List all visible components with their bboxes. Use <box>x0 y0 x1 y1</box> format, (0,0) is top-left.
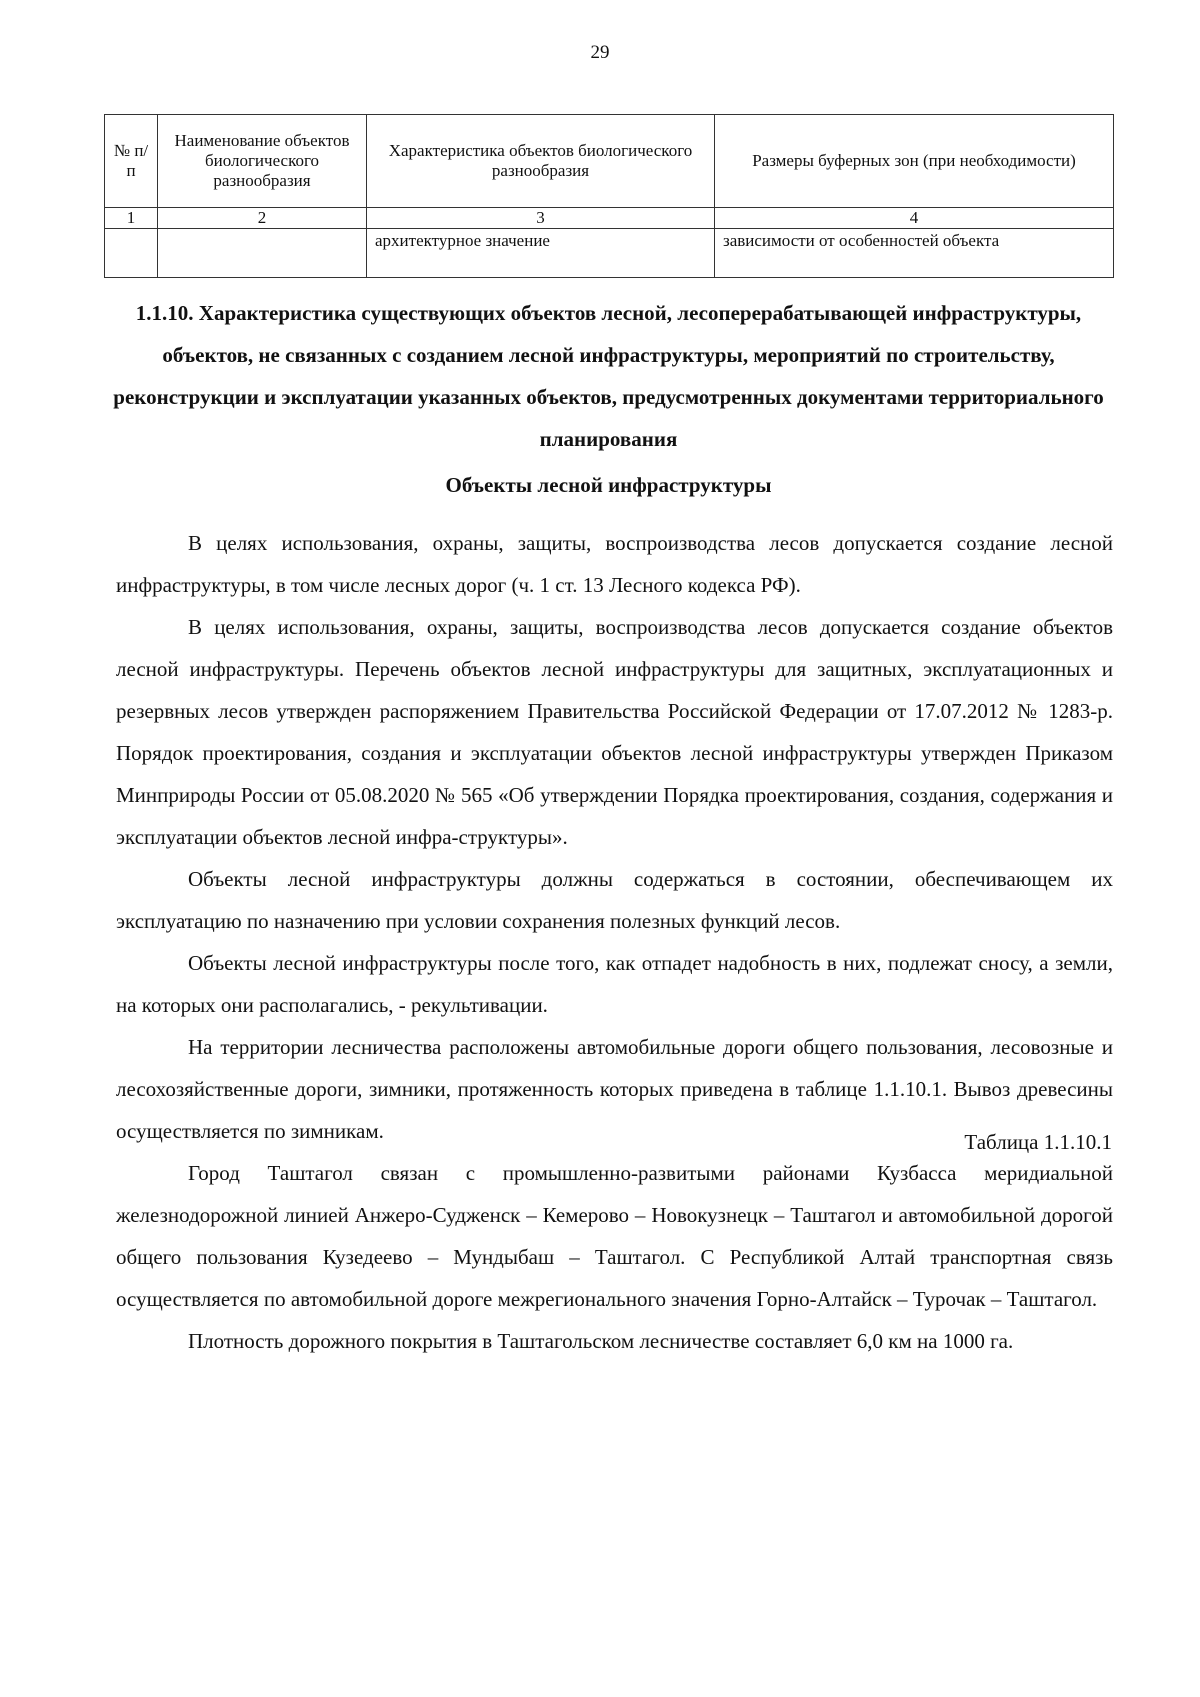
table-header-cell: Размеры буферных зон (при необходимости) <box>715 115 1114 208</box>
paragraph: Плотность дорожного покрытия в Таштагольском лесничестве составляет 6,0 км на 1000 га. <box>188 1329 1014 1353</box>
table-header-cell: Характеристика объектов биологического разнообразия <box>367 115 715 208</box>
table-column-number-row <box>105 208 1114 229</box>
table-cell: архитектурное значение <box>367 229 715 278</box>
table-cell: зависимости от особенностей объекта <box>715 229 1114 278</box>
table-header-cell: Наименование объектов биологического разнообразия <box>158 115 367 208</box>
subsection-heading: Объекты лесной инфраструктуры <box>445 473 772 497</box>
table-header-cell: № п/п <box>105 115 158 208</box>
column-number-cell: 3 <box>367 208 715 229</box>
body-text <box>116 522 1113 1362</box>
table-cell <box>158 229 367 278</box>
paragraph: Город Таштагол связан с промышленно-развитыми районами Кузбасса меридиальной железнодорожной линией Анжеро-Судженск – Кемерово – Новокузнецк – Таштагол и автомобильной дорогой общего пользования Кузедеево – Мундыбаш – Таштагол. С Республикой Алтай транспортная связь осуществляется по автомобильной дороге межрегионального значения Горно-Алтайск – Турочак – Таштагол. <box>116 1161 1113 1311</box>
table-row <box>105 229 1114 278</box>
paragraph: В целях использования, охраны, защиты, воспроизводства лесов допускается создание лесной инфраструктуры, в том числе лесных дорог (ч. 1 ст. 13 Лесного кодекса РФ). <box>116 531 1113 597</box>
paragraph: Объекты лесной инфраструктуры должны содержаться в состоянии, обеспечивающем их эксплуатацию по назначению при условии сохранения полезных функций лесов. <box>116 867 1113 933</box>
column-number-cell: 1 <box>105 208 158 229</box>
table-header-row <box>105 115 1114 208</box>
table-caption: Таблица 1.1.10.1 <box>964 1130 1112 1154</box>
biodiversity-table <box>104 114 1114 278</box>
paragraph: Объекты лесной инфраструктуры после того, как отпадет надобность в них, подлежат сносу, а земли, на которых они располагались, - рекультивации. <box>116 951 1113 1017</box>
column-number-cell: 2 <box>158 208 367 229</box>
column-number-cell: 4 <box>715 208 1114 229</box>
paragraph: В целях использования, охраны, защиты, воспроизводства лесов допускается создание объектов лесной инфраструктуры. Перечень объектов лесной инфраструктуры для защитных, эксплуатационных и резервных лесов утвержден распоряжением Правительства Российской Федерации от 17.07.2012 № 1283-р. Порядок проектирования, создания и эксплуатации объектов лесной инфраструктуры утвержден Приказом Минприроды России от 05.08.2020 № 565 «Об утверждении Порядка проектирования, создания, содержания и эксплуатации объектов лесной инфра-структуры». <box>116 615 1113 849</box>
table-cell <box>105 229 158 278</box>
paragraph: На территории лесничества расположены автомобильные дороги общего пользования, лесовозные и лесохозяйственные дороги, зимники, протяженность которых приведена в таблице 1.1.10.1. Вывоз древесины осуществляется по зимникам. <box>116 1035 1113 1143</box>
page-number: 29 <box>590 42 610 63</box>
section-heading: 1.1.10. Характеристика существующих объектов лесной, лесоперерабатывающей инфраструктуры, объектов, не связанных с созданием лесной инфраструктуры, мероприятий по строительству, реконструкции и эксплуатации указанных объектов, предусмотренных документами территориального планирования <box>113 301 1104 451</box>
